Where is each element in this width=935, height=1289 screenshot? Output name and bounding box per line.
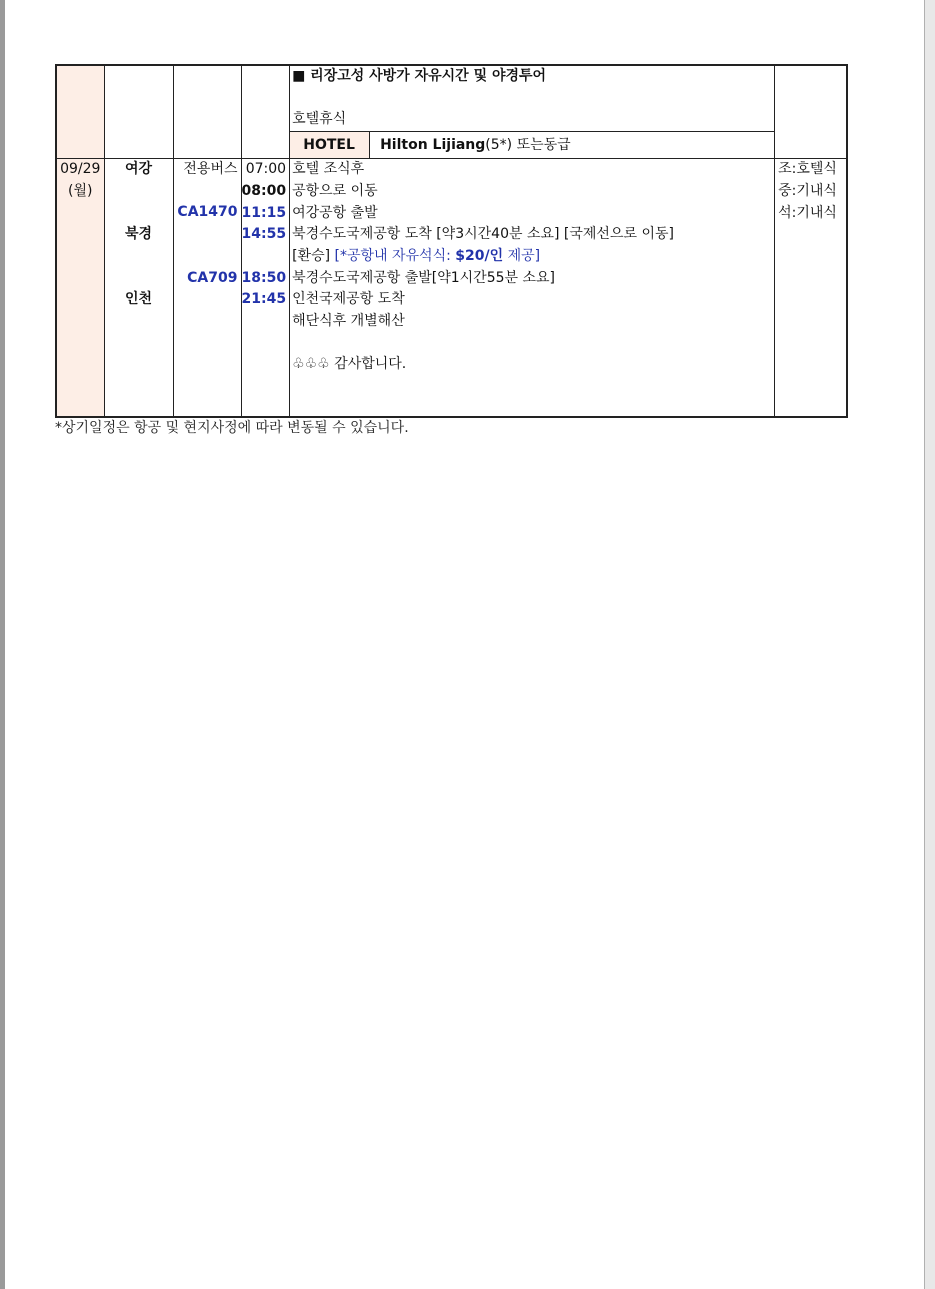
prev-schedule-cell: [290, 65, 775, 159]
city-incheon: 인천: [124, 291, 153, 308]
time-0800: 08:00: [241, 182, 287, 199]
date-cell: [56, 159, 104, 417]
schedule-line: 해단식후 개별해산: [292, 313, 405, 330]
weekday: (월): [68, 182, 93, 199]
schedule-line: 인천국제공항 도착: [292, 291, 405, 308]
prev-time-cell: [241, 65, 290, 159]
schedule-line: 여강공항 출발: [292, 204, 378, 221]
schedule-line: 북경수도국제공항 도착 [약3시간40분 소요] [국제선으로 이동]: [292, 226, 674, 243]
time-2145: 21:45: [241, 291, 287, 308]
thanks-line: ♧♧♧ 감사합니다.: [292, 356, 407, 373]
flight-ca1470: CA1470: [177, 204, 238, 221]
schedule-cell: [290, 159, 775, 417]
flight-ca709: CA709: [187, 269, 238, 286]
hotel-row: [290, 131, 775, 158]
dinner-price: $20/인: [455, 247, 504, 264]
day-row: [56, 159, 847, 417]
prev-day-row: [56, 65, 847, 159]
hotel-rest: 호텔휴식: [292, 111, 347, 128]
dinner-note: [*공항내 자유석식:: [334, 247, 456, 264]
itinerary-table: [55, 64, 848, 418]
hotel-name-cell: [370, 132, 571, 158]
time-0700: 07:00: [245, 161, 287, 178]
date: 09/29: [60, 161, 101, 178]
prev-city-cell: [104, 65, 173, 159]
city-beijing: 북경: [124, 226, 153, 243]
prev-date-cell: [56, 65, 104, 159]
dinner-note-end: 제공]: [503, 247, 541, 264]
schedule-line: 북경수도국제공항 출발[약1시간55분 소요]: [292, 269, 556, 286]
time-cell: [241, 159, 290, 417]
transfer-text: [환승]: [292, 247, 335, 264]
meal-lunch: 중:기내식: [778, 182, 837, 199]
city-lijiang: 여강: [124, 161, 153, 178]
prev-meal-cell: [775, 65, 847, 159]
schedule-line: [292, 246, 774, 268]
hotel-name: Hilton Lijiang: [380, 137, 486, 154]
meal-cell: [775, 159, 847, 417]
schedule-line: 공항으로 이동: [292, 182, 378, 199]
footnote: *상기일정은 항공 및 현지사정에 따라 변동될 수 있습니다.: [55, 420, 409, 436]
hotel-grade: (5*) 또는동급: [485, 137, 571, 154]
transport-cell: [173, 159, 241, 417]
document-page: [5, 0, 924, 1289]
time-1850: 18:50: [241, 269, 287, 286]
time-1455: 14:55: [241, 226, 287, 243]
prev-transport-cell: [173, 65, 241, 159]
page-edge: [924, 0, 935, 1289]
hotel-label: HOTEL: [290, 132, 371, 158]
time-1115: 11:15: [241, 204, 287, 221]
tour-heading: ■ 리장고성 사방가 자유시간 및 야경투어: [292, 68, 547, 84]
meal-dinner: 석:기내식: [778, 204, 837, 221]
transport-bus: 전용버스: [183, 161, 238, 178]
city-cell: [104, 159, 173, 417]
meal-breakfast: 조:호텔식: [778, 161, 837, 178]
schedule-line: 호텔 조식후: [292, 161, 365, 178]
